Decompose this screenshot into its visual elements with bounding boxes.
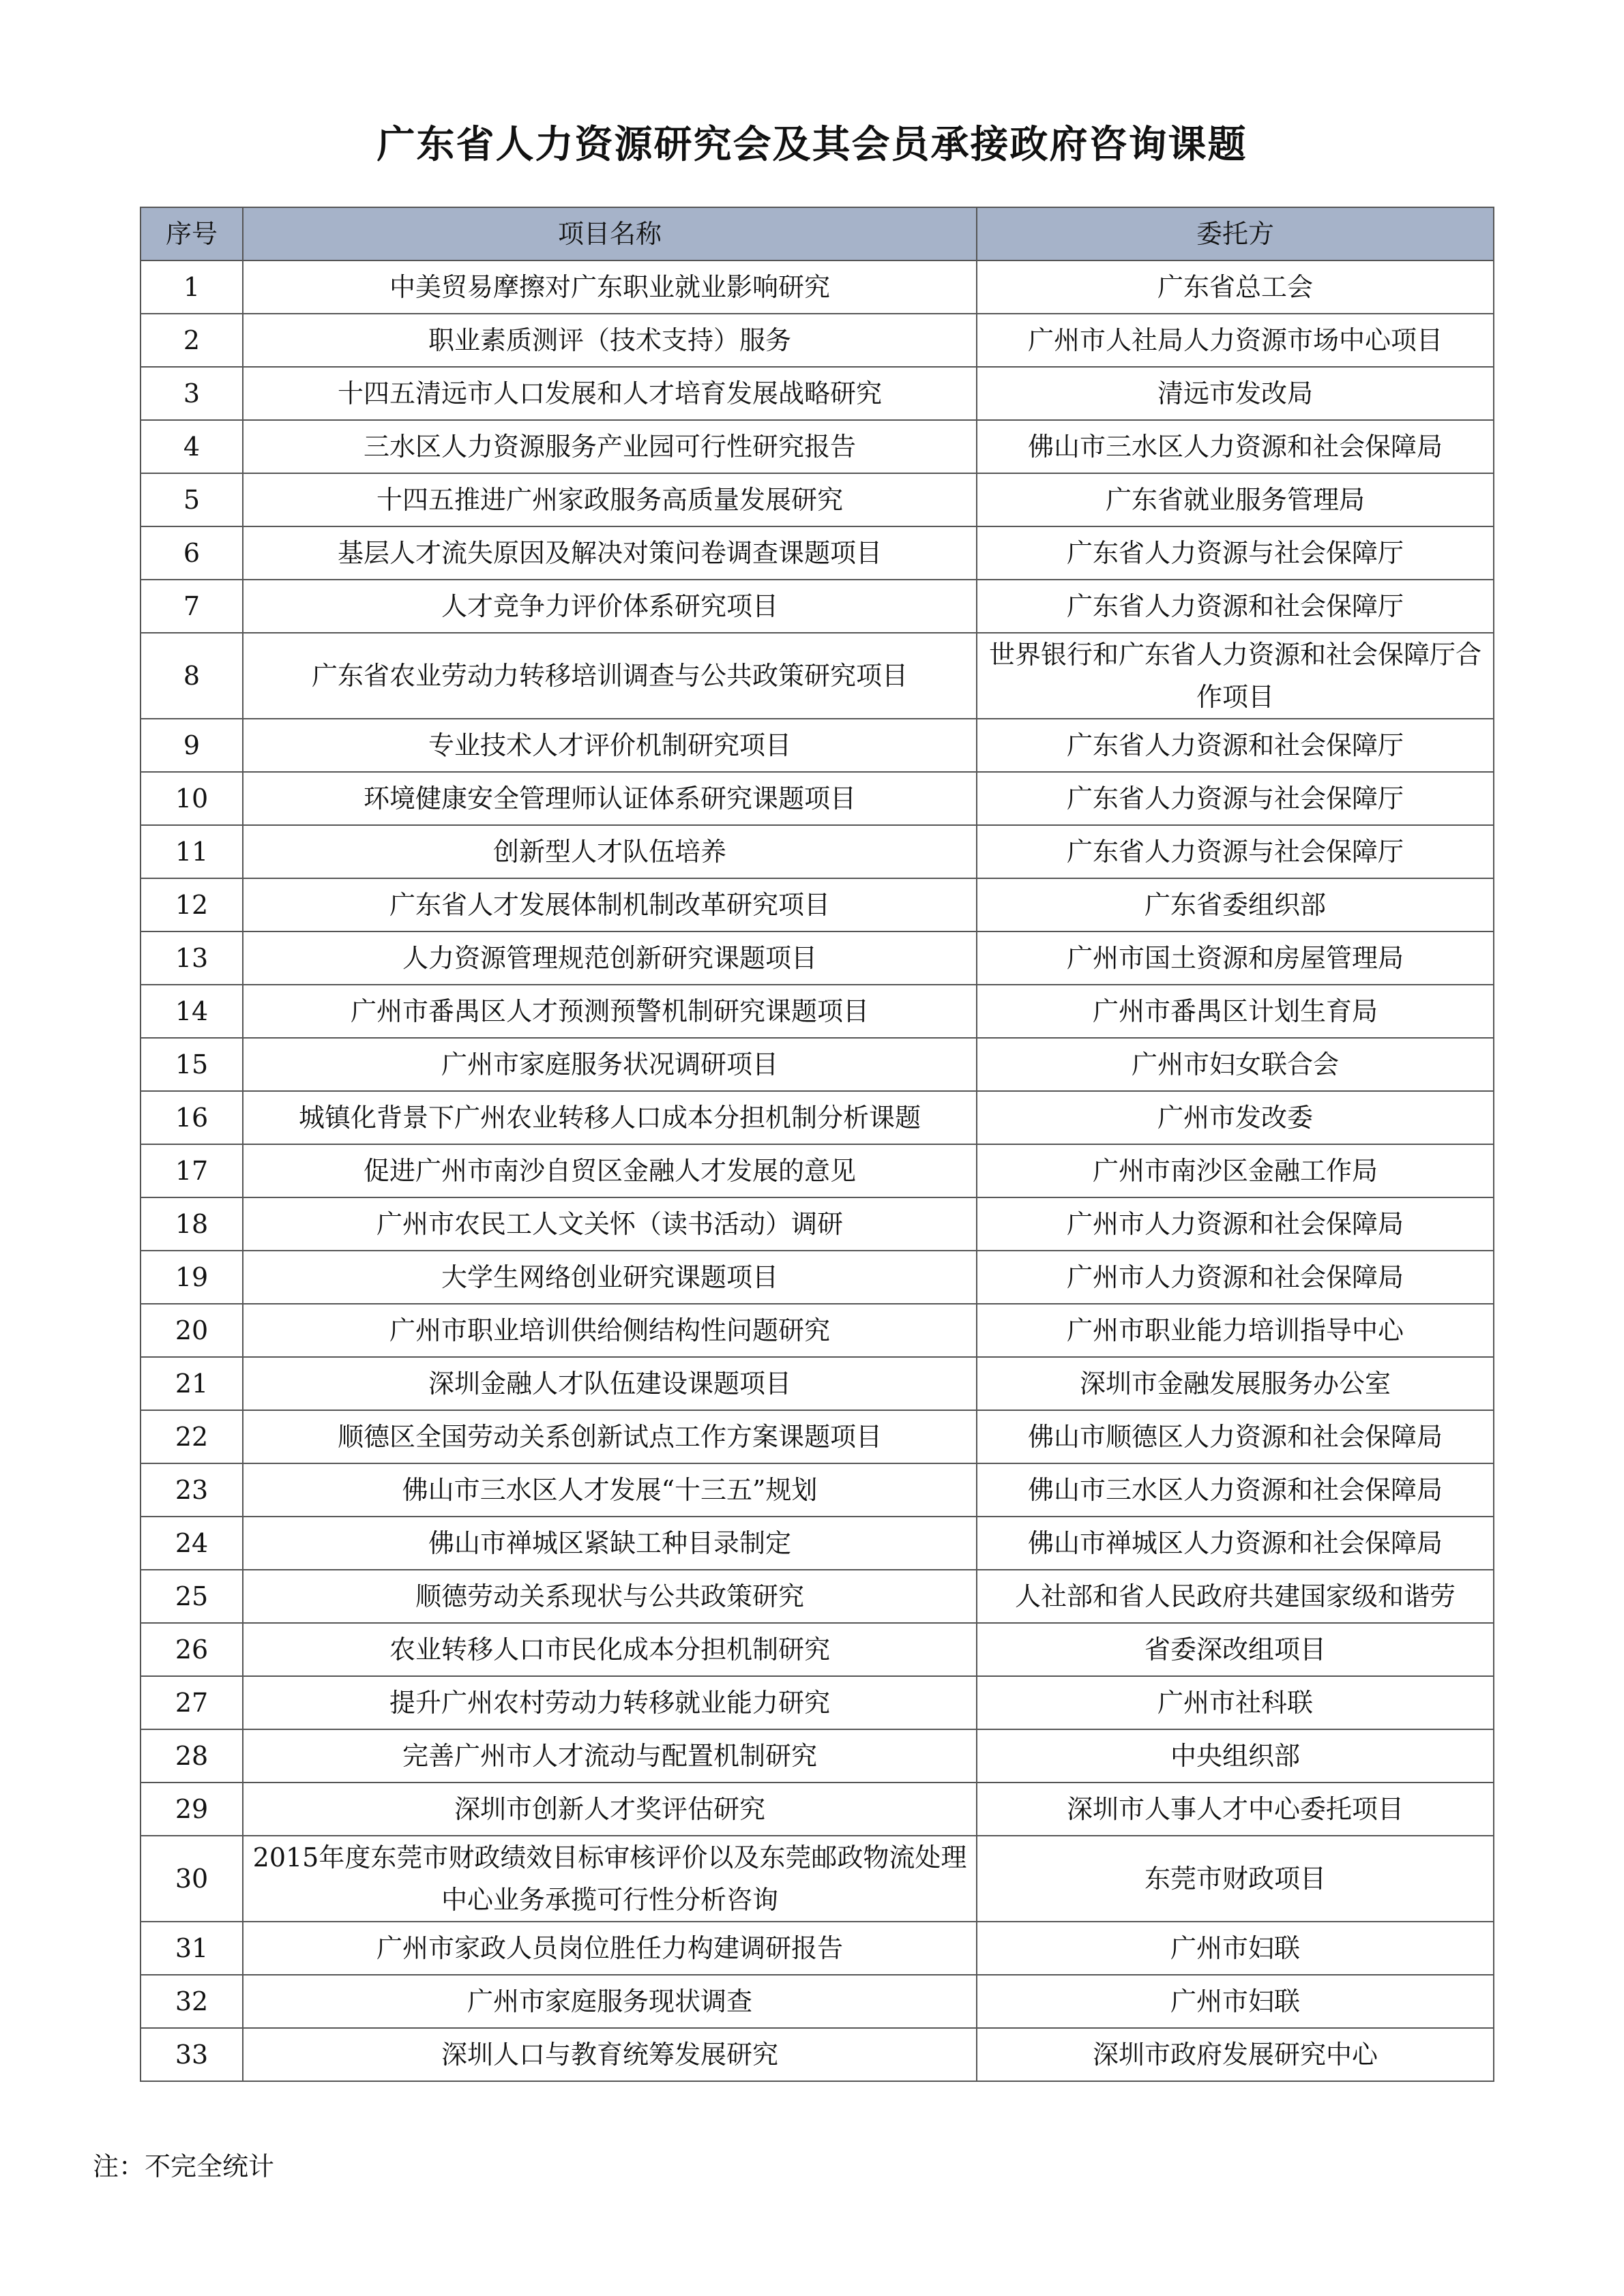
cell-no: 4 [141,420,243,473]
table-row [141,825,1494,878]
cell-project-name: 中美贸易摩擦对广东职业就业影响研究 [243,260,977,314]
table-row [141,878,1494,931]
cell-client: 广州市职业能力培训指导中心 [977,1304,1494,1357]
cell-client: 广东省委组织部 [977,878,1494,931]
cell-client: 广州市人社局人力资源市场中心项目 [977,314,1494,367]
table-row [141,1144,1494,1197]
cell-no: 12 [141,878,243,931]
cell-project-name: 城镇化背景下广州农业转移人口成本分担机制分析课题 [243,1091,977,1144]
cell-no: 8 [141,633,243,719]
cell-no: 19 [141,1251,243,1304]
table-row [141,1676,1494,1729]
table-row [141,580,1494,633]
cell-no: 13 [141,931,243,985]
cell-project-name: 广东省农业劳动力转移培训调查与公共政策研究项目 [243,633,977,719]
table-row [141,1783,1494,1836]
cell-client: 佛山市三水区人力资源和社会保障局 [977,1463,1494,1517]
cell-no: 32 [141,1975,243,2028]
projects-table-container [140,207,1493,2082]
table-row [141,367,1494,420]
table-row [141,772,1494,825]
cell-client: 广东省总工会 [977,260,1494,314]
cell-client: 广州市社科联 [977,1676,1494,1729]
table-row [141,1922,1494,1975]
table-row [141,314,1494,367]
table-row [141,1729,1494,1783]
cell-client: 广州市南沙区金融工作局 [977,1144,1494,1197]
cell-client: 广东省就业服务管理局 [977,473,1494,526]
cell-no: 21 [141,1357,243,1410]
cell-project-name: 完善广州市人才流动与配置机制研究 [243,1729,977,1783]
cell-client: 广州市妇联 [977,1975,1494,2028]
cell-client: 广东省人力资源与社会保障厅 [977,825,1494,878]
table-row [141,1091,1494,1144]
cell-no: 23 [141,1463,243,1517]
cell-project-name: 十四五清远市人口发展和人才培育发展战略研究 [243,367,977,420]
cell-no: 15 [141,1038,243,1091]
table-row [141,1197,1494,1251]
table-header-row [141,207,1494,260]
cell-no: 7 [141,580,243,633]
cell-project-name: 职业素质测评（技术支持）服务 [243,314,977,367]
cell-project-name: 大学生网络创业研究课题项目 [243,1251,977,1304]
cell-project-name: 深圳人口与教育统筹发展研究 [243,2028,977,2081]
cell-project-name: 广州市家庭服务现状调查 [243,1975,977,2028]
table-row [141,2028,1494,2081]
cell-project-name: 广州市番禺区人才预测预警机制研究课题项目 [243,985,977,1038]
cell-no: 24 [141,1517,243,1570]
cell-project-name: 广州市家政人员岗位胜任力构建调研报告 [243,1922,977,1975]
cell-client: 佛山市禅城区人力资源和社会保障局 [977,1517,1494,1570]
table-row [141,1623,1494,1676]
cell-no: 20 [141,1304,243,1357]
cell-project-name: 专业技术人才评价机制研究项目 [243,719,977,772]
cell-project-name: 促进广州市南沙自贸区金融人才发展的意见 [243,1144,977,1197]
cell-client: 广州市国土资源和房屋管理局 [977,931,1494,985]
table-row [141,719,1494,772]
table-row [141,1038,1494,1091]
table-row [141,1357,1494,1410]
cell-no: 25 [141,1570,243,1623]
cell-project-name: 基层人才流失原因及解决对策问卷调查课题项目 [243,526,977,580]
cell-project-name: 三水区人力资源服务产业园可行性研究报告 [243,420,977,473]
cell-client: 人社部和省人民政府共建国家级和谐劳 [977,1570,1494,1623]
cell-project-name: 佛山市禅城区紧缺工种目录制定 [243,1517,977,1570]
cell-no: 11 [141,825,243,878]
cell-client: 佛山市三水区人力资源和社会保障局 [977,420,1494,473]
cell-client: 深圳市金融发展服务办公室 [977,1357,1494,1410]
cell-project-name: 环境健康安全管理师认证体系研究课题项目 [243,772,977,825]
cell-no: 16 [141,1091,243,1144]
cell-client: 广东省人力资源与社会保障厅 [977,526,1494,580]
cell-client: 深圳市人事人才中心委托项目 [977,1783,1494,1836]
table-row [141,260,1494,314]
table-row [141,1517,1494,1570]
cell-client: 广东省人力资源与社会保障厅 [977,772,1494,825]
header-project-name: 项目名称 [243,207,977,260]
cell-no: 33 [141,2028,243,2081]
cell-no: 30 [141,1836,243,1922]
table-row [141,1304,1494,1357]
cell-client: 广州市人力资源和社会保障局 [977,1197,1494,1251]
cell-project-name: 广州市职业培训供给侧结构性问题研究 [243,1304,977,1357]
cell-no: 14 [141,985,243,1038]
cell-client: 世界银行和广东省人力资源和社会保障厅合作项目 [977,633,1494,719]
cell-project-name: 提升广州农村劳动力转移就业能力研究 [243,1676,977,1729]
table-row [141,1975,1494,2028]
cell-no: 26 [141,1623,243,1676]
cell-project-name: 深圳市创新人才奖评估研究 [243,1783,977,1836]
cell-client: 广州市妇联 [977,1922,1494,1975]
cell-no: 2 [141,314,243,367]
cell-no: 31 [141,1922,243,1975]
cell-no: 9 [141,719,243,772]
cell-no: 18 [141,1197,243,1251]
cell-project-name: 广东省人才发展体制机制改革研究项目 [243,878,977,931]
cell-client: 佛山市顺德区人力资源和社会保障局 [977,1410,1494,1463]
cell-client: 广州市发改委 [977,1091,1494,1144]
table-row [141,633,1494,719]
cell-no: 1 [141,260,243,314]
table-row [141,1463,1494,1517]
table-body [141,260,1494,2081]
header-no: 序号 [141,207,243,260]
header-client: 委托方 [977,207,1494,260]
cell-no: 17 [141,1144,243,1197]
table-row [141,1251,1494,1304]
table-row [141,526,1494,580]
cell-project-name: 人力资源管理规范创新研究课题项目 [243,931,977,985]
cell-no: 29 [141,1783,243,1836]
table-row [141,985,1494,1038]
cell-no: 28 [141,1729,243,1783]
cell-project-name: 佛山市三水区人才发展“十三五”规划 [243,1463,977,1517]
table-row [141,931,1494,985]
cell-no: 5 [141,473,243,526]
cell-client: 广东省人力资源和社会保障厅 [977,580,1494,633]
cell-client: 省委深改组项目 [977,1623,1494,1676]
cell-project-name: 深圳金融人才队伍建设课题项目 [243,1357,977,1410]
cell-project-name: 农业转移人口市民化成本分担机制研究 [243,1623,977,1676]
cell-project-name: 创新型人才队伍培养 [243,825,977,878]
cell-client: 东莞市财政项目 [977,1836,1494,1922]
cell-project-name: 广州市家庭服务状况调研项目 [243,1038,977,1091]
cell-client: 广州市人力资源和社会保障局 [977,1251,1494,1304]
cell-no: 27 [141,1676,243,1729]
footnote: 注：不完全统计 [93,2151,275,2181]
cell-project-name: 顺德区全国劳动关系创新试点工作方案课题项目 [243,1410,977,1463]
cell-project-name: 广州市农民工人文关怀（读书活动）调研 [243,1197,977,1251]
cell-client: 深圳市政府发展研究中心 [977,2028,1494,2081]
cell-project-name: 十四五推进广州家政服务高质量发展研究 [243,473,977,526]
table-row [141,1570,1494,1623]
cell-client: 中央组织部 [977,1729,1494,1783]
cell-client: 清远市发改局 [977,367,1494,420]
page-title: 广东省人力资源研究会及其会员承接政府咨询课题 [377,122,1247,167]
cell-no: 10 [141,772,243,825]
cell-client: 广州市番禺区计划生育局 [977,985,1494,1038]
cell-client: 广州市妇女联合会 [977,1038,1494,1091]
table-row [141,473,1494,526]
table-row [141,1410,1494,1463]
cell-no: 3 [141,367,243,420]
cell-no: 22 [141,1410,243,1463]
cell-project-name: 2015年度东莞市财政绩效目标审核评价以及东莞邮政物流处理中心业务承揽可行性分析咨询 [243,1836,977,1922]
cell-project-name: 人才竞争力评价体系研究项目 [243,580,977,633]
cell-no: 6 [141,526,243,580]
projects-table [140,207,1494,2082]
cell-client: 广东省人力资源和社会保障厅 [977,719,1494,772]
table-row [141,420,1494,473]
table-row [141,1836,1494,1922]
cell-project-name: 顺德劳动关系现状与公共政策研究 [243,1570,977,1623]
